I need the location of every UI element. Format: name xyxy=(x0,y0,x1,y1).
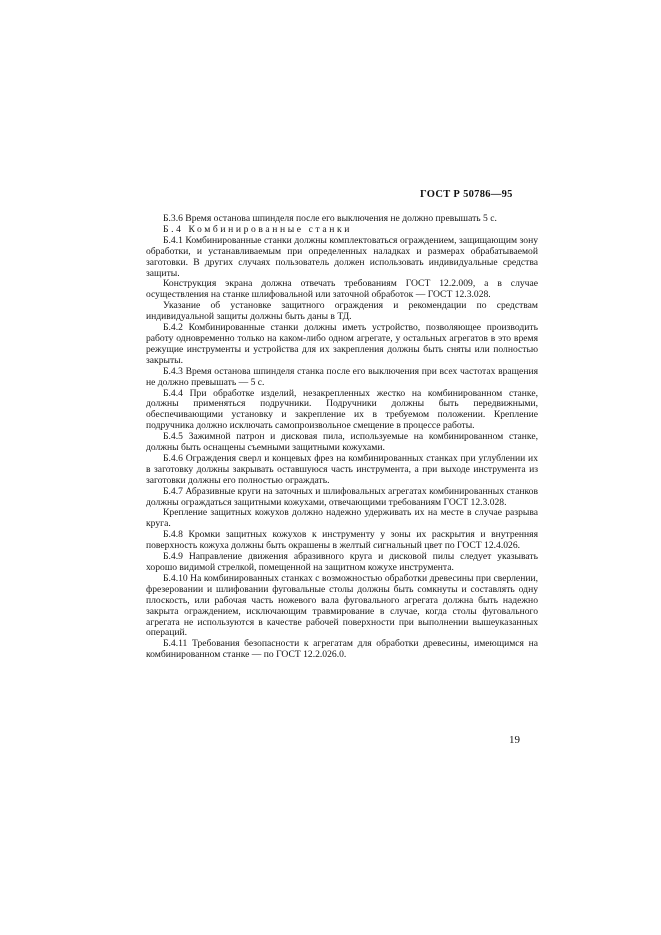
document-body xyxy=(146,214,538,661)
paragraph-b4-1: Б.4.1 Комбинированные станки должны комплектоваться ограждением, защищающим зону обработки, и устанавливаемым при определенных наладках и размерах обрабатываемой заготовки. В других случаях пользователь должен использовать индивидуальные средства защиты. xyxy=(146,234,538,279)
page-number: 19 xyxy=(509,734,520,746)
paragraph-b4-5: Б.4.5 Зажимной патрон и дисковая пила, используемые на комбинированном станке, должны быть оснащены съемными защитными кожухами. xyxy=(146,431,538,454)
paragraph-b4-9: Б.4.9 Направление движения абразивного круга и дисковой пилы следует указывать хорошо видимой стрелкой, помещенной на защитном кожухе инструмента. xyxy=(146,551,538,573)
paragraph-b4-3: Б.4.3 Время останова шпинделя станка после его выключения при всех частотах вращения не должно превышать — 5 с. xyxy=(146,365,538,388)
section-heading-b4: Б.4 Комбинированные станки xyxy=(163,223,352,235)
paragraph-b4-4: Б.4.4 При обработке изделий, незакрепленных жестко на комбинированном станке, должны применяться подручники. Подручники должны быть передвижными, обеспечивающими установку и закрепление их в требуемом положении. Крепление подручника должно исключать самопроизвольное смещение в процессе работы. xyxy=(146,387,538,432)
paragraph-b4-11: Б.4.11 Требования безопасности к агрегатам для обработки древесины, имеющимся на комбинированном станке — по ГОСТ 12.2.026.0. xyxy=(146,638,538,661)
paragraph-b4-2: Б.4.2 Комбинированные станки должны иметь устройство, позволяющее производить работу одновременно только на каком-либо одном агрегате, у остальных агрегатов в это время режущие инструменты и устройства для их закрепления должны быть сняты или полностью закрыты. xyxy=(146,322,538,366)
paragraph-b4-8: Б.4.8 Кромки защитных кожухов к инструменту у зоны их раскрытия и внутренняя поверхность кожуха должны быть окрашены в желтый сигнальный цвет по ГОСТ 12.4.026. xyxy=(146,529,538,552)
paragraph-b4-10: Б.4.10 На комбинированных станках с возможностью обработки древесины при сверлении, фрезеровании и шлифовании фуговальные столы должны быть сомкнуты и составлять одну плоскость, или рабочая часть ножевого вала фуговального агрегата должна быть надежно закрыта ограждением, исключающим травмирование в случае, когда столы фуговального агрегата не используются в качестве рабочей поверхности при выполнении вышеуказанных операций. xyxy=(146,572,538,639)
paragraph-b4-1-instructions: Указание об установке защитного ограждения и рекомендации по средствам индивидуальной защиты должны быть даны в ТД. xyxy=(146,300,538,323)
standard-header: ГОСТ Р 50786—95 xyxy=(420,189,513,200)
paragraph-b3-6: Б.3.6 Время останова шпинделя после его выключения не должно превышать 5 с. xyxy=(163,213,497,224)
paragraph-b4-7: Б.4.7 Абразивные круги на заточных и шлифовальных агрегатах комбинированных станков должны ограждаться защитными кожухами, отвечающими требованиям ГОСТ 12.3.028. xyxy=(146,485,538,508)
paragraph-b4-1-screen: Конструкция экрана должна отвечать требованиям ГОСТ 12.2.009, а в случае осуществления на станке шлифовальной или заточной обработок — ГОСТ 12.3.028. xyxy=(146,278,538,301)
paragraph-b4-7-mounting: Крепление защитных кожухов должно надежно удерживать их на месте в случае разрыва круга. xyxy=(146,507,538,530)
paragraph-b4-6: Б.4.6 Ограждения сверл и концевых фрез на комбинированных станках при углублении их в заготовку должны закрывать оставшуюся часть инструмента, а при выходе инструмента из заготовки должны его полностью ограждать. xyxy=(146,452,538,486)
